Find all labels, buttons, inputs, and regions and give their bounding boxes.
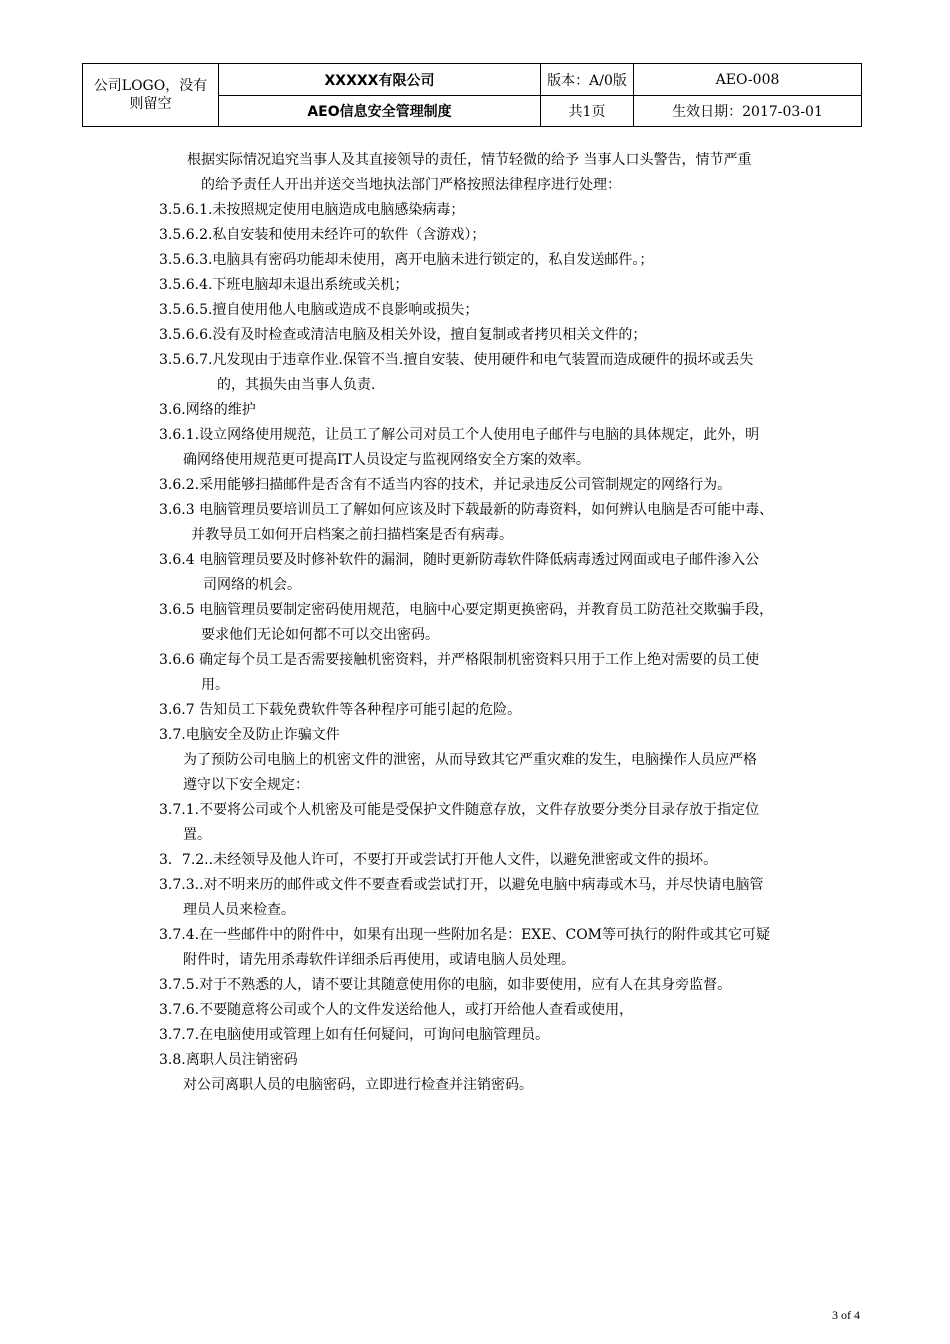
paragraph-line: 遵守以下安全规定： <box>183 777 309 793</box>
list-item: 3.7.3..对不明来历的邮件或文件不要查看或尝试打开，以避免电脑中病毒或木马，并尽快请电脑管 <box>159 877 764 893</box>
version-label: 版本：A/0版 <box>541 64 634 96</box>
list-item: 3.6.7 告知员工下载免费软件等各种程序可能引起的危险。 <box>159 702 522 718</box>
list-item-continuation: 并教导员工如何开启档案之前扫描档案是否有病毒。 <box>191 527 513 543</box>
logo-placeholder-cell <box>83 64 219 127</box>
list-item: 3.7.1.不要将公司或个人机密及可能是受保护文件随意存放，文件存放要分类分目录存放于指定位 <box>159 802 760 818</box>
list-item: 3．7.2..未经领导及他人许可，不要打开或尝试打开他人文件，以避免泄密或文件的损坏。 <box>159 852 718 868</box>
list-item: 3.5.6.3.电脑具有密码功能却未使用，离开电脑未进行锁定的，私自发送邮件。； <box>159 252 654 268</box>
company-name: XXXXX有限公司 <box>219 64 541 96</box>
list-item: 3.6.4 电脑管理员要及时修补软件的漏洞，随时更新防毒软件降低病毒透过网面或电子邮件渗入公 <box>159 552 760 568</box>
paragraph-line: 的给予责任人开出并送交当地执法部门严格按照法律程序进行处理： <box>201 177 621 193</box>
list-item: 3.5.6.5.擅自使用他人电脑或造成不良影响或损失； <box>159 302 479 318</box>
list-item-continuation: 的，其损失由当事人负责. <box>217 377 376 393</box>
list-item: 3.7.5.对于不熟悉的人，请不要让其随意使用你的电脑，如非要使用，应有人在其身旁监督。 <box>159 977 732 993</box>
list-item-continuation: 要求他们无论如何都不可以交出密码。 <box>201 627 439 643</box>
list-item-continuation: 附件时，请先用杀毒软件详细杀后再使用，或请电脑人员处理。 <box>183 952 575 968</box>
section-heading: 3.8.离职人员注销密码 <box>159 1052 298 1068</box>
list-item: 3.5.6.4.下班电脑却未退出系统或关机； <box>159 277 409 293</box>
list-item: 3.6.6 确定每个员工是否需要接触机密资料，并严格限制机密资料只用于工作上绝对需要的员工使 <box>159 652 760 668</box>
page-number: 3 of 4 <box>832 1308 860 1322</box>
page-count: 共1页 <box>541 96 634 127</box>
list-item-continuation: 用。 <box>201 677 229 693</box>
section-heading: 3.7.电脑安全及防止诈骗文件 <box>159 727 340 743</box>
list-item: 3.6.1.设立网络使用规范，让员工了解公司对员工个人使用电子邮件与电脑的具体规定，此外，明 <box>159 427 760 443</box>
paragraph-line: 对公司离职人员的电脑密码，立即进行检查并注销密码。 <box>183 1077 533 1093</box>
list-item: 3.6.3 电脑管理员要培训员工了解如何应该及时下载最新的防毒资料，如何辨认电脑是否可能中毒、 <box>159 502 774 518</box>
list-item-continuation: 司网络的机会。 <box>203 577 301 593</box>
logo-placeholder-line-2: 则留空 <box>129 96 172 112</box>
list-item: 3.5.6.2.私自安装和使用未经许可的软件（含游戏）； <box>159 227 486 243</box>
list-item-continuation: 理员人员来检查。 <box>183 902 295 918</box>
section-heading: 3.6.网络的维护 <box>159 402 256 418</box>
list-item: 3.6.2.采用能够扫描邮件是否含有不适当内容的技术，并记录违反公司管制规定的网络行为。 <box>159 477 732 493</box>
document-header-table <box>82 63 862 127</box>
list-item-continuation: 置。 <box>183 827 211 843</box>
list-item: 3.7.7.在电脑使用或管理上如有任何疑问，可询问电脑管理员。 <box>159 1027 550 1043</box>
list-item: 3.5.6.1.未按照规定使用电脑造成电脑感染病毒； <box>159 202 465 218</box>
list-item: 3.5.6.6.没有及时检查或清洁电脑及相关外设，擅自复制或者拷贝相关文件的； <box>159 327 647 343</box>
list-item: 3.5.6.7.凡发现由于违章作业.保管不当.擅自安装、使用硬件和电气装置而造成硬件的损坏或丢失 <box>159 352 754 368</box>
effective-date: 生效日期：2017-03-01 <box>634 96 862 127</box>
list-item-continuation: 确网络使用规范更可提高IT人员设定与监视网络安全方案的效率。 <box>183 452 590 468</box>
paragraph-line: 根据实际情况追究当事人及其直接领导的责任，情节轻微的给予 当事人口头警告，情节严重 <box>187 152 752 168</box>
logo-placeholder-line-1: 公司LOGO，没有 <box>93 78 208 94</box>
list-item: 3.7.6.不要随意将公司或个人的文件发送给他人，或打开给他人查看或使用， <box>159 1002 634 1018</box>
doc-code: AEO-008 <box>634 64 862 96</box>
list-item: 3.6.5 电脑管理员要制定密码使用规范，电脑中心要定期更换密码，并教育员工防范社交欺骗手段， <box>159 602 774 618</box>
list-item: 3.7.4.在一些邮件中的附件中，如果有出现一些附加名是：EXE、COM等可执行的附件或其它可疑 <box>159 927 771 943</box>
doc-title: AEO信息安全管理制度 <box>219 96 541 127</box>
paragraph-line: 为了预防公司电脑上的机密文件的泄密，从而导致其它严重灾难的发生，电脑操作人员应严格 <box>183 752 757 768</box>
